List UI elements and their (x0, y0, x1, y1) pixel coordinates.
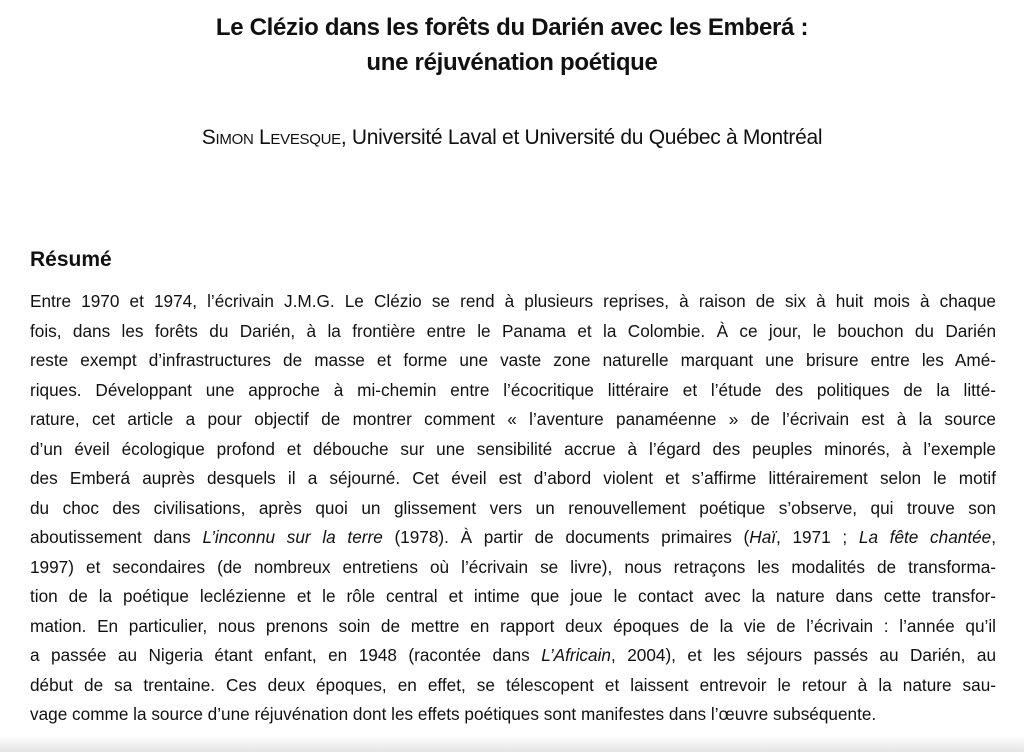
book-title-italic: La fête chantée (858, 527, 992, 547)
title-line-1: Le Clézio dans les forêts du Darién avec les Emberá : (215, 14, 809, 41)
book-title-italic: Haï (749, 527, 777, 547)
book-title-italic: L’Africain (541, 645, 611, 665)
line-text: , (991, 527, 996, 547)
abstract-line: fois, dans les forêts du Darién, à la frontière entre le Panama et la Colombie. À ce jour, le bouchon du Darién (30, 320, 996, 341)
abstract-body (30, 287, 996, 730)
author-line (0, 122, 1024, 154)
abstract-line: Entre 1970 et 1974, l’écrivain J.M.G. Le Clézio se rend à plusieurs reprises, à raison de six à huit mois à chaque (30, 291, 996, 311)
abstract-line (30, 523, 996, 553)
bottom-fade (0, 736, 1024, 752)
article-title (0, 10, 1024, 80)
author-first-initial: S (201, 126, 216, 149)
abstract-line: tion de la poétique leclézienne et le rôle central et intime que joue le contact avec la nature dans cette transfor- (30, 586, 996, 606)
author-last-rest: evesque (270, 126, 341, 149)
line-text: aboutissement dans (30, 527, 203, 547)
author-first-rest: imon (215, 126, 254, 149)
abstract-line: mation. En particulier, nous prenons soin de mettre en rapport deux époques de la vie de l’écrivain : l’année qu’il (30, 615, 996, 636)
abstract-line: du choc des civilisations, après quoi un glissement vers un renouvellement poétique s’observe, qui trouve son (30, 497, 996, 518)
title-line-2: une réjuvénation poétique (366, 49, 658, 76)
abstract-line: des Emberá auprès desquels il a séjourné. Cet éveil est d’abord violent et s’affirme littérairement selon le motif (30, 468, 996, 488)
abstract-heading: Résumé (30, 248, 112, 271)
abstract-line: début de sa trentaine. Ces deux époques, en effet, se télescopent et laissent entrevoir le retour à la nature sau- (30, 674, 996, 695)
abstract-line: reste exempt d’infrastructures de masse et forme une vaste zone naturelle marquant une brisure entre les Amé- (30, 350, 996, 370)
author-affiliation: , Université Laval et Université du Québec à Montréal (340, 126, 823, 149)
abstract-line: 1997) et secondaires (de nombreux entretiens où l’écrivain se livre), nous retraçons les modalités de transforma- (30, 556, 996, 577)
line-text: a passée au Nigeria étant enfant, en 1948 (racontée dans (30, 645, 542, 665)
abstract-line: riques. Développant une approche à mi-chemin entre l’écocritique littéraire et l’étude des politiques de la litté- (30, 379, 996, 400)
line-text: , 2004), et les séjours passés au Darién, au (610, 645, 996, 665)
author-last-initial: L (259, 126, 271, 149)
abstract-line: vage comme la source d’une réjuvénation dont les effets poétiques sont manifestes dans l’œuvre subséquente. (30, 704, 877, 724)
book-title-italic: L’inconnu sur la terre (202, 527, 383, 547)
abstract-line: d’un éveil écologique profond et débouche sur une sensibilité accrue à l’égard des peuples minorés, à l’exemple (30, 438, 996, 459)
line-text: , 1971 ; (776, 527, 859, 547)
line-text: (1978). À partir de documents primaires ( (382, 527, 750, 547)
abstract-line: rature, cet article a pour objectif de montrer comment « l’aventure panaméenne » de l’écrivain est à la source (30, 409, 996, 429)
abstract-line (30, 641, 996, 671)
